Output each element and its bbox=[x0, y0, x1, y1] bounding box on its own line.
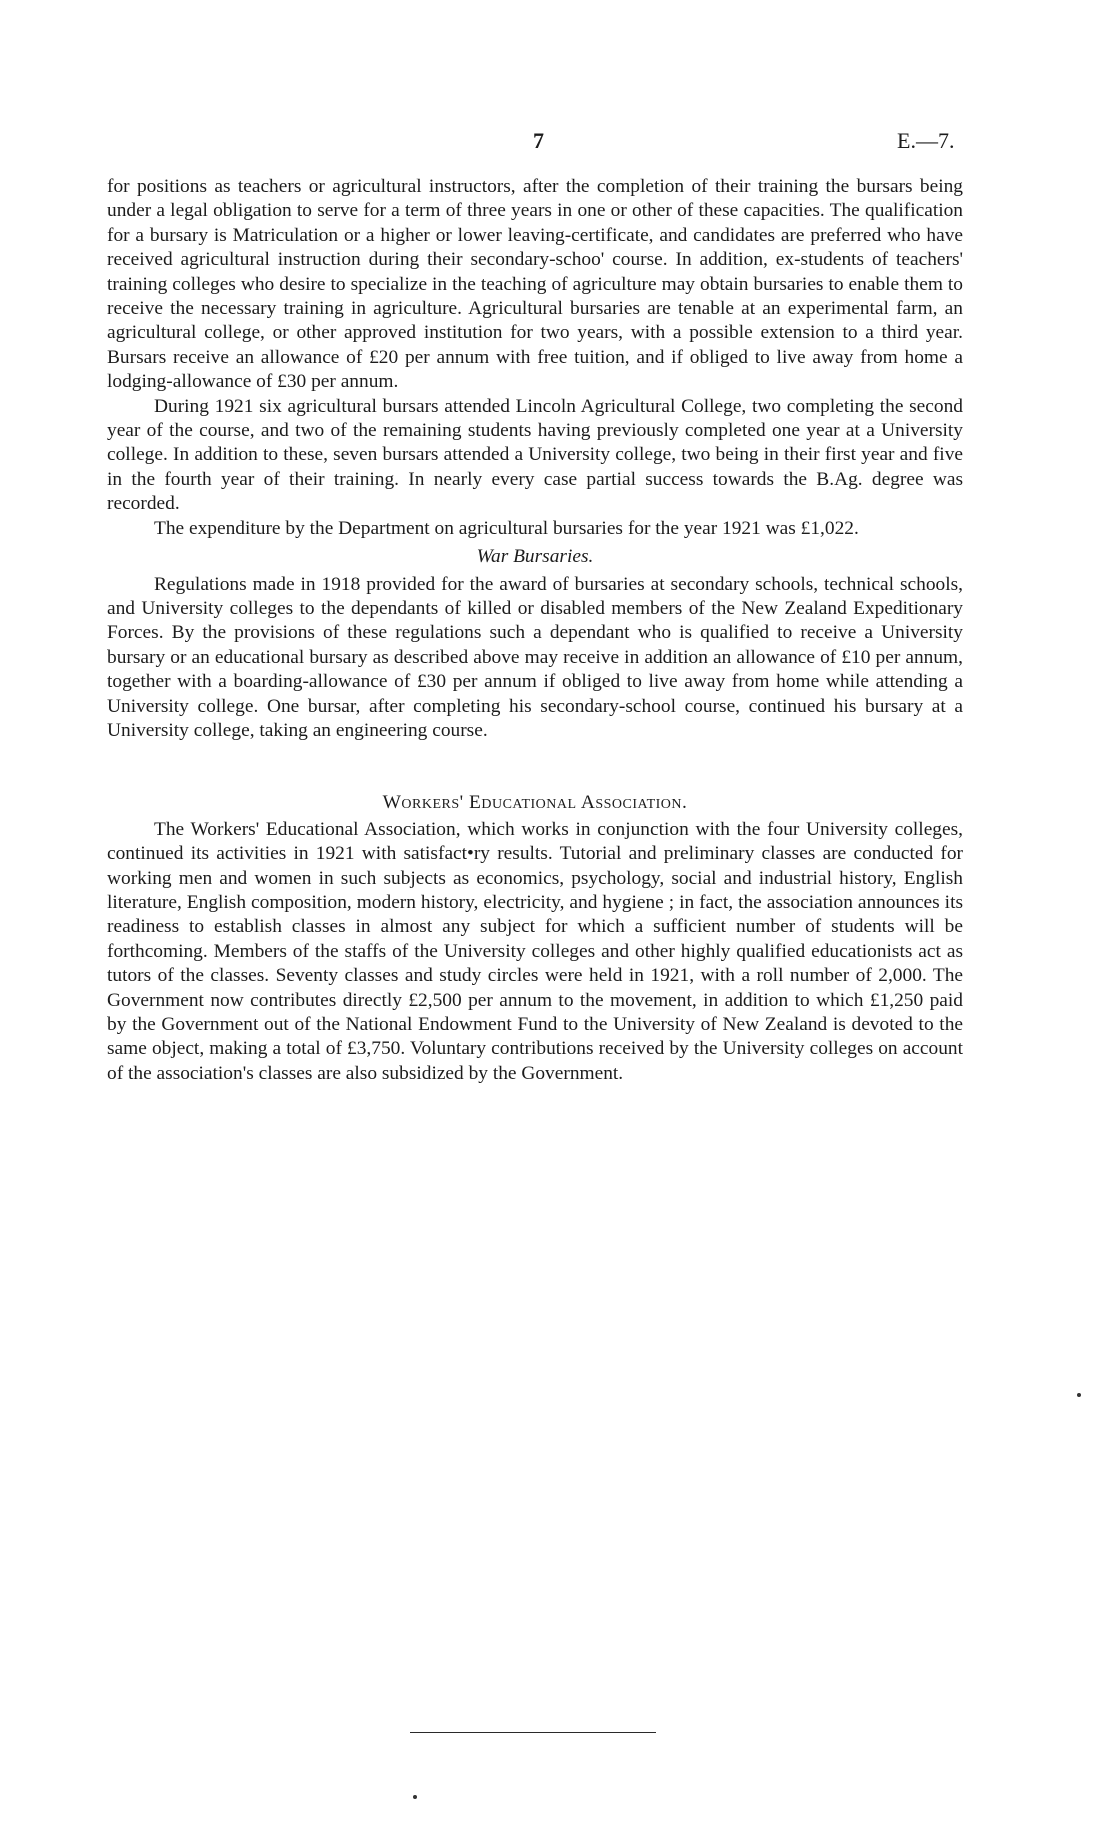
paragraph-1921-bursars: During 1921 six agricultural bursars attended Lincoln Agricultural College, two completing the second year of the course, and two of the remaining students having previously completed one year at a University college. In addition to these, seven bursars attended a University college, two being in their first year and five in the fourth year of their training. In nearly every case partial success towards the B.Ag. degree was recorded. bbox=[107, 395, 963, 515]
scan-speck bbox=[413, 1795, 417, 1799]
paragraph-agricultural-bursaries: for positions as teachers or agricultural instructors, after the completion of their training the bursars being under a legal obligation to serve for a term of three years in one or other of these capacities. The qualification for a bursary is Matriculation or a higher or lower leaving-certificate, and candidates are preferred who have received agricultural instruction during their secondary-schoo' course. In addition, ex-students of teachers' training colleges who desire to specialize in the teaching of agriculture may obtain bursaries to enable them to receive the necessary training in agriculture. Agricultural bursaries are tenable at an experimental farm, an agricultural college, or other approved institution for two years, with a possible extension to a third year. Bursars receive an allowance of £20 per annum with free tuition, and if obliged to live away from home a lodging-allowance of £30 per annum. bbox=[107, 176, 963, 393]
scan-speck bbox=[1077, 1393, 1081, 1397]
paragraph-war-bursaries: Regulations made in 1918 provided for the award of bursaries at secondary schools, technical schools, and University colleges to the dependants of killed or disabled members of the New Zealand Expeditionary Forces. By the provisions of these regulations such a dependant who is qualified to receive a University bursary or an educational bursary as described above may receive in addition an allowance of £10 per annum, together with a boarding-allowance of £30 per annum if obliged to live away from home while attending a University college. One bursar, after completing his secondary-school course, continued his bursary at a University college, taking an engineering course. bbox=[107, 573, 963, 741]
page-number: 7 bbox=[533, 128, 544, 153]
section-heading-war-bursaries: War Bursaries. bbox=[476, 546, 594, 568]
paragraph-workers-educational-association: The Workers' Educational Association, which works in conjunction with the four University colleges, continued its activities in 1921 with satisfact•ry results. Tutorial and preliminary classes are conducted for working men and women in such subjects as economics, psychology, social and industrial history, English literature, English composition, modern history, electricity, and hygiene ; in fact, the association announces its readiness to establish classes in almost any subject for which a sufficient number of students will be forthcoming. Members of the staffs of the University colleges and other highly qualified educationists act as tutors of the classes. Seventy classes and study circles were held in 1921, with a roll number of 2,000. The Government now contributes directly £2,500 per annum to the movement, in addition to which £1,250 paid by the Government out of the National Endowment Fund to the University of New Zealand is devoted to the same object, making a total of £3,750. Voluntary contributions received by the University colleges on account of the association's classes are also subsidized by the Government. bbox=[107, 818, 963, 1084]
section-heading-workers-educational-association: Workers' Educational Association. bbox=[382, 792, 688, 814]
body-text bbox=[107, 175, 963, 1086]
closing-rule bbox=[410, 1732, 656, 1733]
document-reference: E.—7. bbox=[897, 128, 955, 153]
paragraph-expenditure: The expenditure by the Department on agricultural bursaries for the year 1921 was £1,022. bbox=[154, 517, 859, 539]
